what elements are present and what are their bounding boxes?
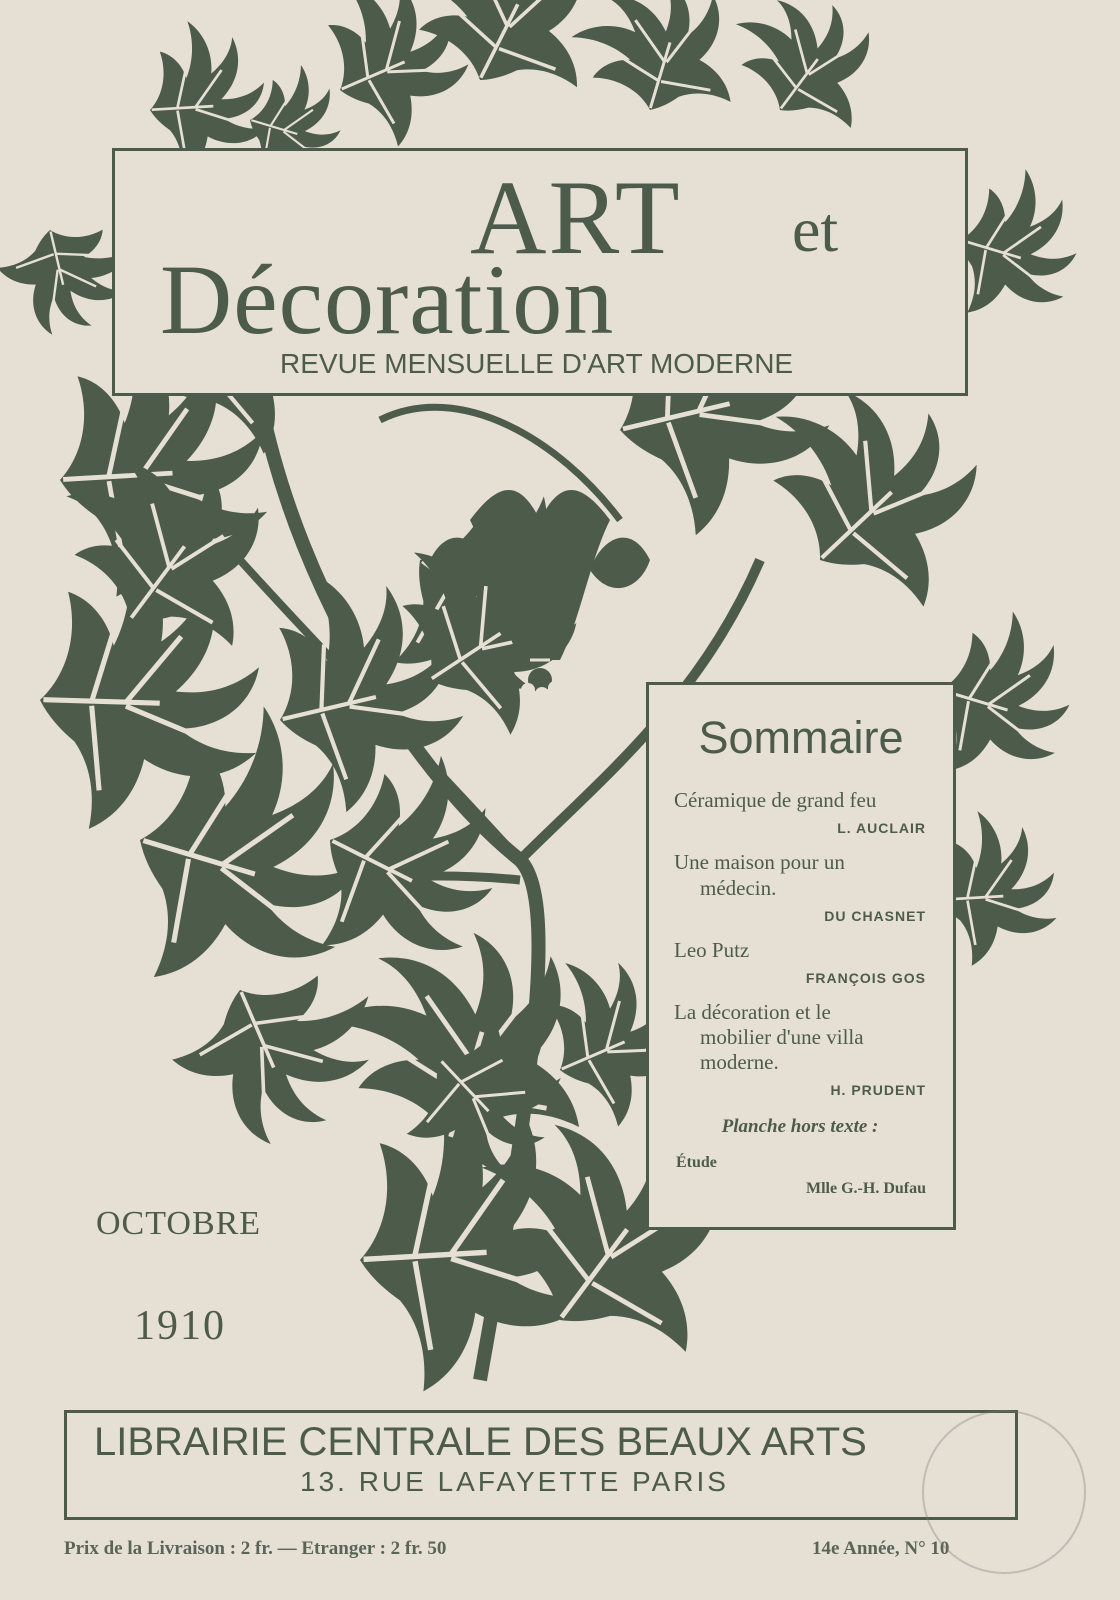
publisher-address: 13. RUE LAFAYETTE PARIS xyxy=(300,1466,729,1497)
price-line: Prix de la Livraison : 2 fr. — Etranger : 2 fr. 50 xyxy=(64,1538,447,1559)
issue-month: OCTOBRE xyxy=(96,1205,262,1242)
article-author: FRANÇOIS GOS xyxy=(805,970,926,986)
article-title-continued: médecin. xyxy=(700,876,777,900)
sommaire-heading: Sommaire xyxy=(698,712,904,763)
article-title-continued: mobilier d'une villa xyxy=(700,1025,864,1049)
article-author: L. AUCLAIR xyxy=(837,820,926,836)
masthead-subtitle: REVUE MENSUELLE D'ART MODERNE xyxy=(280,348,794,379)
article-title-continued: moderne. xyxy=(700,1050,779,1074)
article-title: Céramique de grand feu xyxy=(674,788,877,812)
masthead-title-art: ART xyxy=(470,159,682,276)
masthead-title-decoration: Décoration xyxy=(160,244,615,355)
publisher-name: LIBRAIRIE CENTRALE DES BEAUX ARTS xyxy=(94,1420,867,1464)
plate-author: Mlle G.-H. Dufau xyxy=(806,1180,926,1197)
article-title: La décoration et le xyxy=(674,1000,831,1024)
article-author: DU CHASNET xyxy=(824,908,926,924)
library-stamp xyxy=(922,1410,1086,1574)
issue-year: 1910 xyxy=(134,1303,226,1349)
volume-number: 14e Année, N° 10 xyxy=(812,1538,950,1559)
article-author: H. PRUDENT xyxy=(830,1082,926,1098)
plate-title: Étude xyxy=(676,1154,717,1171)
article-title: Une maison pour un xyxy=(674,850,845,874)
article-title: Leo Putz xyxy=(674,938,750,962)
plate-heading: Planche hors texte : xyxy=(721,1116,879,1137)
masthead-title-et: et xyxy=(792,194,839,265)
